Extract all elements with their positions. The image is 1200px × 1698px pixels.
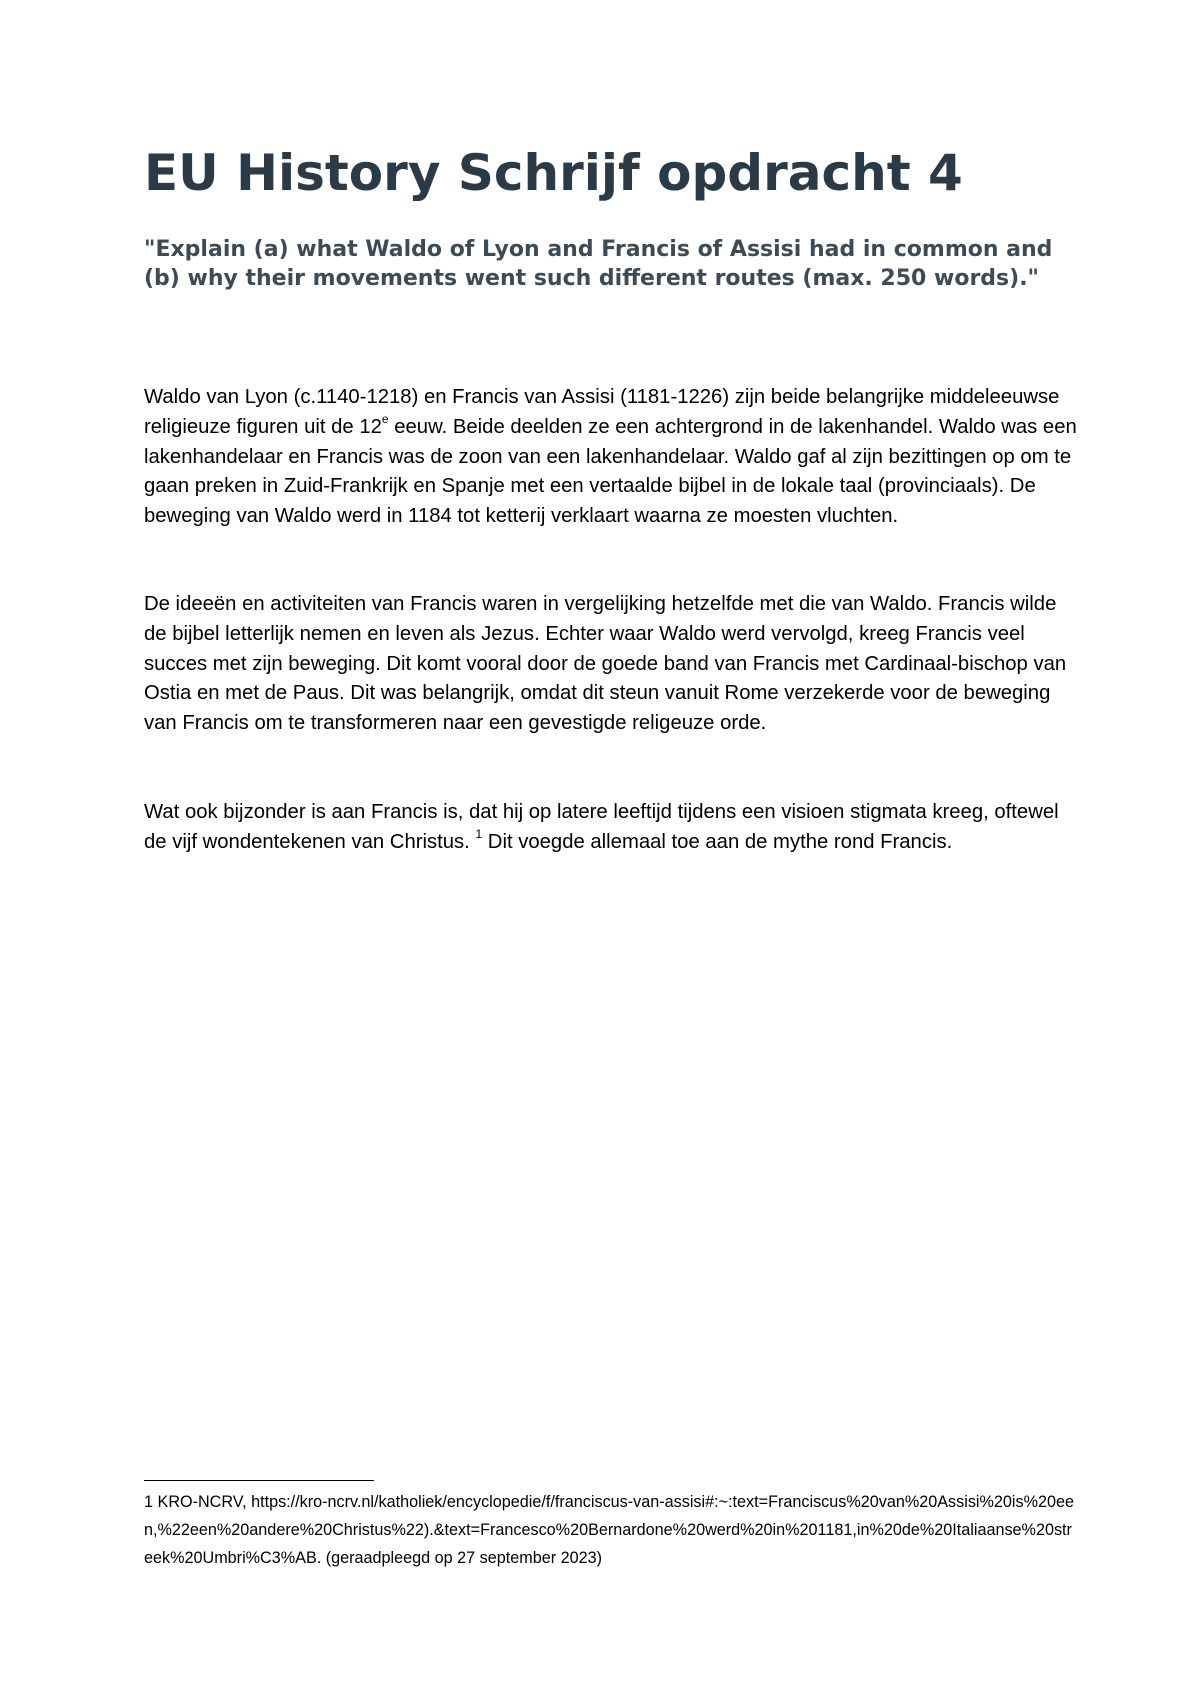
- footnote-number: 1: [144, 1493, 154, 1511]
- footnote-reference[interactable]: 1: [475, 827, 483, 842]
- paragraph-1-text-b: eeuw. Beide deelden ze een achtergrond in de lakenhandel. Waldo was een lakenhandelaar en Francis was de zoon van een lakenhandelaar. Waldo gaf al zijn bezittingen op om te gaan preken in Zuid-Frankrijk en Spanje met een vertaalde bijbel in de lokale taal (provinciaals). De beweging van Waldo werd in 1184 tot ketterij verklaart waarna ze moesten vluchten.: [144, 415, 1077, 528]
- paragraph-3-text-b: Dit voegde allemaal toe aan de mythe rond Francis.: [482, 830, 953, 853]
- ordinal-superscript: e: [381, 412, 389, 427]
- page-title: EU History Schrijf opdracht 4: [144, 144, 963, 202]
- footnote-source: KRO-NCRV,: [157, 1493, 247, 1511]
- footnote: [144, 1488, 1079, 1572]
- footnote-consulted-date: (geraadpleegd op 27 september 2023): [325, 1549, 603, 1567]
- assignment-question: "Explain (a) what Waldo of Lyon and Francis of Assisi had in common and (b) why their movements went such different routes (max. 250 words).": [144, 237, 1053, 291]
- paragraph-1-text-a: Waldo van Lyon (c.1140-1218) en Francis van Assisi (1181-1226) zijn beide belangrijke middeleeuwse religieuze figuren uit de 12: [144, 386, 1060, 438]
- paragraph-3-text-a: Wat ook bijzonder is aan Francis is, dat hij op latere leeftijd tijdens een visioen stigmata kreeg, oftewel de vijf wondentekenen van Christus.: [144, 801, 1059, 853]
- paragraph-2: De ideeën en activiteiten van Francis waren in vergelijking hetzelfde met die van Waldo. Francis wilde de bijbel letterlijk nemen en leven als Jezus. Echter waar Waldo werd vervolgd, kreeg Francis veel succes met zijn beweging. Dit komt vooral door de goede band van Francis met Cardinaal-bischop van Ostia en met de Paus. Dit was belangrijk, omdat dit steun vanuit Rome verzekerde voor de beweging van Francis om te transformeren naar een gevestigde religeuze orde.: [144, 593, 1067, 735]
- paragraph-1: [144, 383, 1079, 532]
- paragraph-3: [144, 798, 1079, 858]
- footnote-url[interactable]: https://kro-ncrv.nl/katholiek/encyclopedie/f/franciscus-van-assisi#:~:text=Franciscus%20van%20Assisi%20is%20een,%22een%20andere%20Christus%22).&text=Francesco%20Bernardone%20werd%20in%201181,in%20de%20Italiaanse%20streek%20Umbri%C3%AB.: [144, 1493, 1075, 1567]
- footnote-divider: [144, 1480, 374, 1481]
